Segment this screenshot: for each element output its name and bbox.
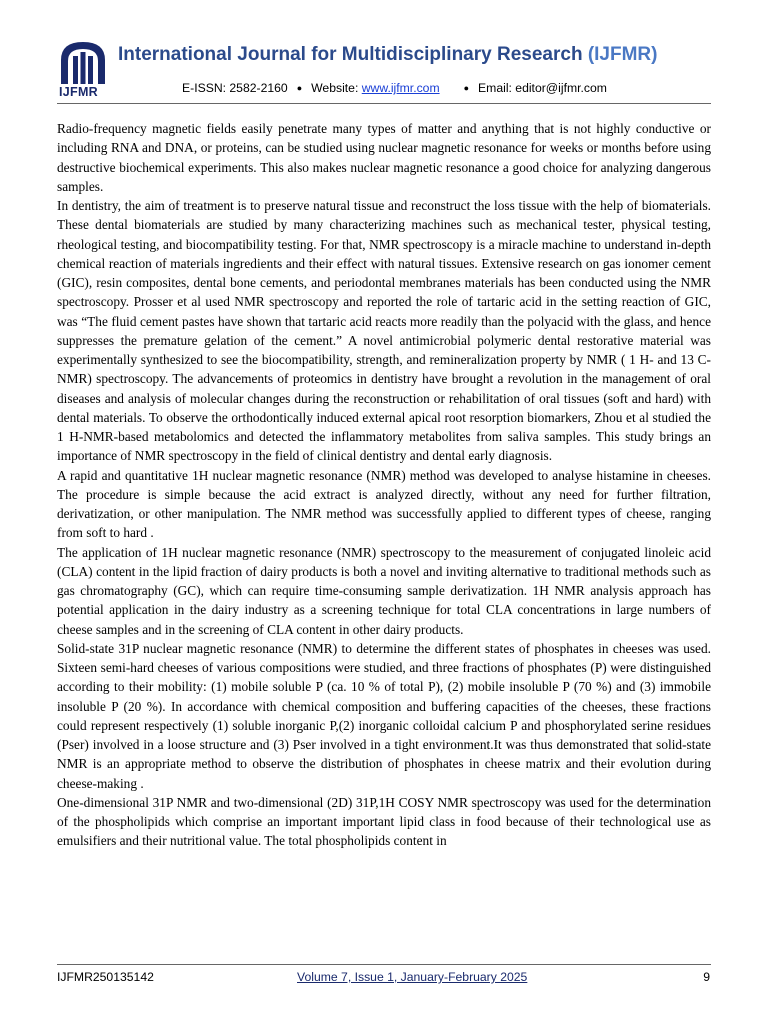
- paper-id: IJFMR250135142: [57, 970, 154, 984]
- journal-abbreviation: (IJFMR): [587, 44, 658, 65]
- email: Email: editor@ijfmr.com: [478, 81, 607, 95]
- logo-text: IJFMR: [59, 85, 98, 99]
- journal-title: [118, 44, 657, 66]
- eissn: E-ISSN: 2582-2160: [182, 81, 288, 95]
- page-number: 9: [703, 970, 710, 984]
- bullet-separator-icon: ●: [463, 83, 470, 93]
- website-label: Website:: [311, 81, 359, 95]
- article-body: [57, 119, 711, 851]
- journal-meta-line: [182, 81, 607, 95]
- bullet-separator-icon: ●: [296, 83, 303, 93]
- paragraph: Radio-frequency magnetic fields easily penetrate many types of matter and anything that is not highly conductive or including RNA and DNA, or proteins, can be studied using nuclear magnetic resonance for weeks or months before using destructive biochemical experiments. This also makes nuclear magnetic resonance a good choice for analyzing dangerous samples.: [57, 121, 711, 194]
- paragraph: One-dimensional 31P NMR and two-dimensional (2D) 31P,1H COSY NMR spectroscopy was used for the determination of the phospholipids which comprise an important important lipid class in food because of their technological use as emulsifiers and their nutritional value. The total phospholipids content in: [57, 794, 711, 849]
- website-link[interactable]: www.ijfmr.com: [361, 81, 440, 95]
- paragraph: The application of 1H nuclear magnetic resonance (NMR) spectroscopy to the measurement of conjugated linoleic acid (CLA) content in the lipid fraction of dairy products is both a novel and inviting alternative to traditional methods such as gas chromatography (GC), which can require time-consuming sample derivatization. 1H NMR analysis approach has potential application in the dairy industry as a screening technique for total CLA concentrations in large numbers of cheese samples and in the screening of CLA content in other dairy products.: [57, 544, 711, 637]
- paragraph: In dentistry, the aim of treatment is to preserve natural tissue and reconstruct the loss tissue with the help of biomaterials. These dental biomaterials are studied by many characterizing machines such as mechanical tester, physical testing, rheological testing, and biocompatibility testing. For that, NMR spectroscopy is a miracle machine to understand in-depth chemical reaction of materials ingredients and their effect with natural tissues. Extensive research on gas ionomer cement (GIC), resin composites, dental bone cements, and periodontal membranes materials has been conducted using the NMR spectroscopy. Prosser et al used NMR spectroscopy and reported the role of tartaric acid in the setting reaction of GIC, was “The fluid cement pastes have shown that tartaric acid reacts more readily than the polyacid with the glass, and hence suppresses the premature gelation of the cement.” A novel antimicrobial polymeric dental restorative material was experimentally synthesized to see the biocompatibility, strength, and remineralization property by NMR ( 1 H- and 13 C-NMR) spectroscopy. The advancements of proteomics in dentistry have brought a revolution in the management of oral diseases and analysis of molecular changes during the reconstruction or rehabilitation of oral tissues (soft and hard) with dental materials. To observe the orthodontically induced external apical root resorption biomarkers, Zhou et al studied the 1 H-NMR-based metabolomics and detected the inflammatory metabolites from saliva samples. This study brings an importance of NMR spectroscopy in the field of clinical dentistry and dental early diagnosis.: [57, 198, 711, 464]
- page-header: [0, 0, 768, 104]
- header-divider: [57, 103, 711, 104]
- paragraph: A rapid and quantitative 1H nuclear magnetic resonance (NMR) method was developed to analyse histamine in cheeses. The procedure is simple because the acid extract is analyzed directly, without any need for further filtration, derivatization, or other manipulation. The NMR method was successfully applied to different types of cheese, ranging from soft to hard .: [57, 467, 711, 541]
- paragraph: Solid-state 31P nuclear magnetic resonance (NMR) to determine the different states of phosphates in cheeses was used. Sixteen semi-hard cheeses of various compositions were studied, and three fractions of phosphates (P) were distinguished according to their mobility: (1) mobile soluble P (ca. 10 % of total P), (2) mobile insoluble P (70 %) and (3) immobile insoluble P (20 %). In accordance with chemical composition and buffering capacities of the cheeses, these fractions could represent respectively (1) soluble inorganic P,(2) inorganic colloidal calcium P and phosphorylated serine residues (Pser) involved in a loose structure and (3) Pser involved in a tight environment.It was thus demonstrated that solid-state NMR is an appropriate method to observe the distribution of phosphates in cheese matrix and their evolution during cheese-making .: [57, 640, 711, 791]
- footer-divider: [57, 964, 711, 965]
- journal-title-text: International Journal for Multidisciplinary Research: [118, 44, 583, 65]
- volume-issue-link[interactable]: Volume 7, Issue 1, January-February 2025: [297, 970, 528, 984]
